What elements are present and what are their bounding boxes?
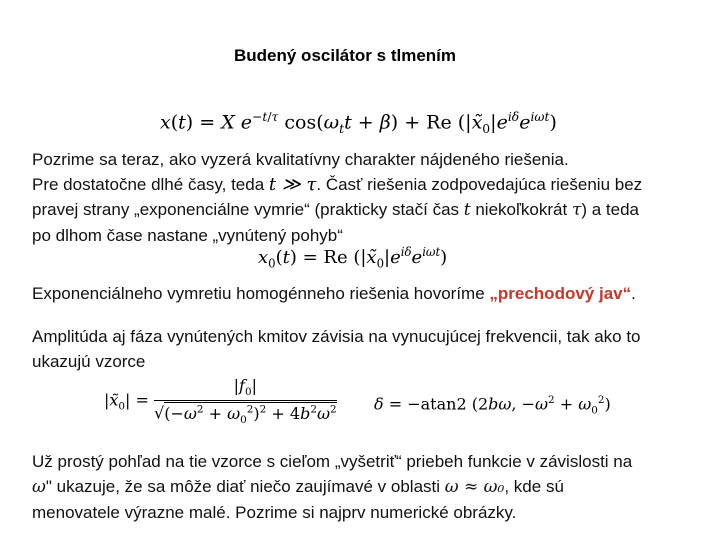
p4-line3: menovatele výrazne malé. Pozrime si najprv numerické obrázky.	[32, 503, 517, 522]
equation-x-of-t: x(t) = X $e^{-t/\tau}$ $\cos(\omega_tt + \beta) + Re$ $(|x̃_0|e^{i\delta}e^{i\omega t})$	[160, 110, 557, 137]
equation-phase: δ = −atan2 (2bω, $-\omega^2 + \omega_0^2$)	[374, 394, 611, 417]
p2-highlight: „prechodový jav“	[489, 284, 632, 303]
p4-line2	[32, 474, 692, 500]
p2-a: Exponenciálneho vymretiu homogénneho riešenia hovoríme	[32, 284, 490, 303]
p3-line2: ukazujú vzorce	[32, 352, 146, 371]
p4-line1: Už prostý pohľad na tie vzorce s cieľom „vyšetriť“ priebeh funkcie v závislosti na	[32, 452, 633, 471]
p1-line2-math: t ≫ τ	[268, 174, 317, 195]
slide-title	[0, 46, 720, 66]
p1-line1: Pozrime sa teraz, ako vyzerá kvalitatívny charakter nájdeného riešenia.	[32, 150, 569, 169]
p2-b: .	[631, 284, 636, 303]
p4-line2-b: , kde sú	[504, 477, 564, 496]
p4-line2-math2: ω ≈ ω₀	[444, 477, 505, 497]
p1-line3	[32, 197, 692, 223]
p1-line3-math-t: t	[463, 200, 471, 220]
equation-amplitude: $|x̃_0|$ = $\frac{|f_0|}{√(-\omega^2 + \omega_0^2)^2 + 4b^2\omega^2}$	[104, 376, 337, 426]
p1-line3-math-tau: τ	[571, 200, 582, 220]
paragraph-conclusion	[32, 449, 692, 525]
paragraph-transient	[32, 281, 692, 306]
p1-line2-a: Pre dostatočne dlhé časy, teda	[32, 175, 269, 194]
p1-line4: po dlhom čase nastane „vynútený pohyb“	[32, 226, 343, 245]
p3-line1: Amplitúda aj fáza vynútených kmitov závisia na vynucujúcej frekvencii, tak ako to	[32, 327, 641, 346]
p1-line3-a: pravej strany „exponenciálne vymrie“ (prakticky stačí čas	[32, 200, 464, 219]
amplitude-fraction: $\frac{|f_0|}{√(-\omega^2 + \omega_0^2)^2 + 4b^2\omega^2}$	[154, 376, 337, 426]
p1-line2	[32, 172, 692, 197]
equation-x0-of-t: $x_0(t) = Re$ $(|x̃_0|e^{i\delta}e^{i\omega t})$	[258, 245, 448, 271]
slide-title-text: Budený oscilátor s tlmením	[234, 46, 456, 65]
p1-line3-b: niekoľkokrát	[470, 200, 572, 219]
p4-line2-math: ω	[32, 477, 46, 497]
p1-line2-b: . Časť riešenia zodpovedajúca riešeniu bez	[316, 175, 643, 194]
p4-line2-a: " ukazuje, že sa môže diať niečo zaujímavé v oblasti	[45, 477, 445, 496]
paragraph-amplitude-phase	[32, 324, 692, 374]
p1-line3-c: ) a teda	[581, 200, 640, 219]
paragraph-qualitative	[32, 147, 692, 248]
